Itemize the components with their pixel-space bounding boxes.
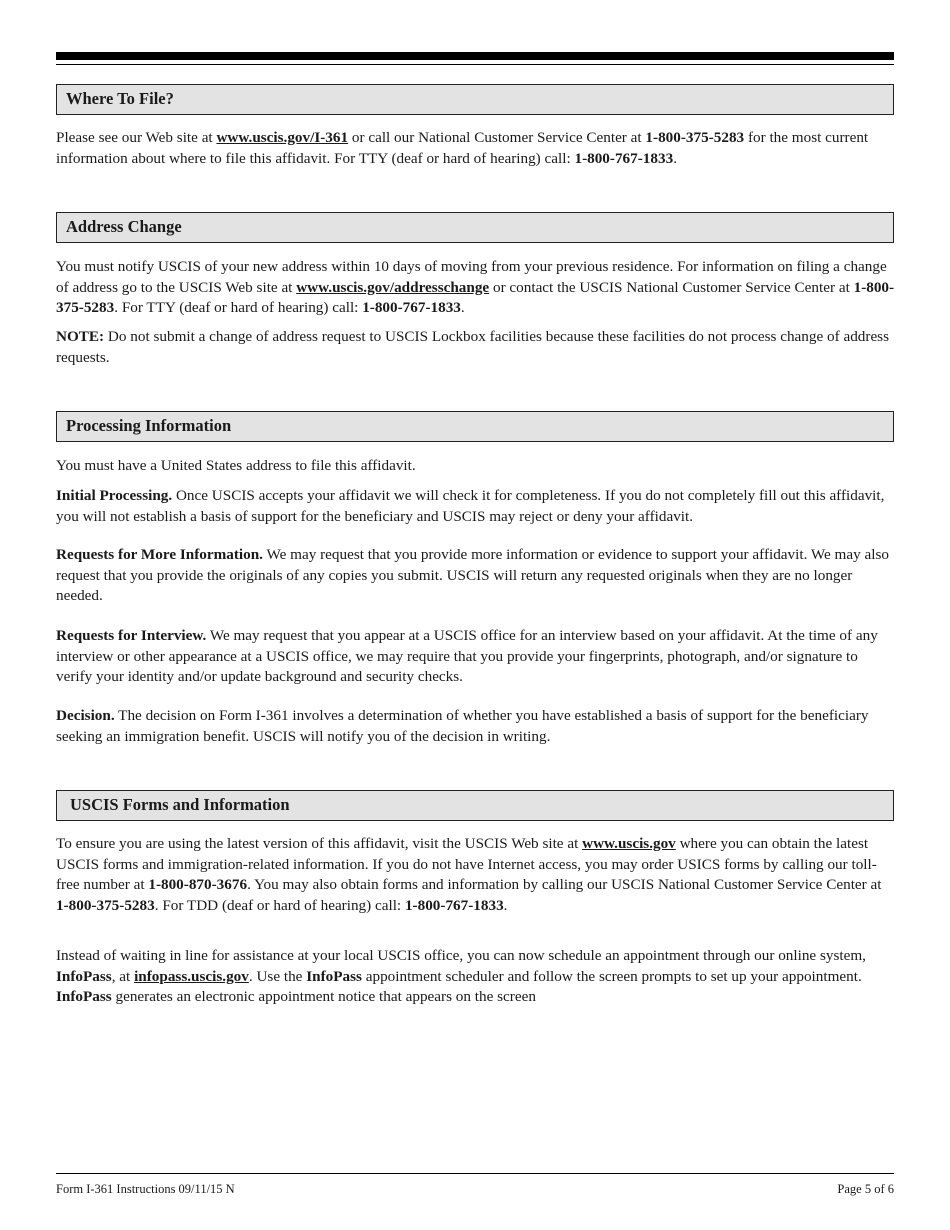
tty-phone-number: 1-800-767-1833 [362, 299, 461, 316]
forms-info-paragraph [56, 834, 896, 916]
section-header-where-to-file [56, 84, 894, 115]
phone-number: 1-800-375-5283 [56, 896, 155, 914]
initial-processing-label: Initial Processing. [56, 487, 173, 504]
infopass-name: InfoPass [306, 967, 362, 985]
phone-number: 1-800-375-5283 [56, 278, 895, 316]
footer-page-number: Page 5 of 6 [837, 1182, 894, 1196]
text: . For TTY (deaf or hard of hearing) call: [114, 299, 363, 316]
footer-form-id: Form I-361 Instructions 09/11/15 N [56, 1182, 235, 1196]
processing-intro: You must have a United States address to file this affidavit. [56, 457, 416, 474]
text: , at [111, 967, 135, 985]
text: . Use the [248, 967, 307, 985]
decision-label: Decision. [56, 707, 115, 724]
text: Do not submit a change of address request to USCIS Lockbox facilities because these facilities do not process change of address requests. [56, 328, 890, 366]
interview-label: Requests for Interview. [56, 627, 207, 644]
text: To ensure you are using the latest version of this affidavit, visit the USCIS Web site at [56, 835, 583, 852]
address-change-paragraph [56, 257, 896, 319]
section-title: Processing Information [66, 416, 232, 435]
infopass-name: InfoPass [56, 988, 112, 1005]
section-header-address-change [56, 212, 894, 243]
text: The decision on Form I-361 involves a determination of whether you have established a basis of support for the beneficiary seeking an immigration benefit. USCIS will notify you of the decision in writing. [56, 707, 869, 745]
uscis-link[interactable]: www.uscis.gov [582, 835, 676, 852]
phone-number: 1-800-375-5283 [645, 129, 745, 146]
text: We may request that you appear at a USCIS office for an interview based on your affidavit. At the time of any interview or other appearance at a USCIS office, we may require that you provide your fingerprints, photograph, and/or signature to verify your identity and/or update background and security checks. [56, 627, 878, 685]
footer-rule [56, 1173, 894, 1174]
section-title: Address Change [66, 217, 182, 236]
text: Please see our Web site at [56, 129, 217, 146]
text: We may request that you provide more information or evidence to support your affidavit. We may also request that you provide the originals of any copies you submit. USCIS will return any requested originals when they are no longer needed. [56, 546, 889, 604]
address-change-link[interactable]: www.uscis.gov/addresschange [296, 278, 490, 296]
note-label: NOTE: [56, 328, 105, 345]
tty-phone-number: 1-800-767-1833 [574, 149, 674, 167]
uscis-i361-link[interactable]: www.uscis.gov/I-361 [216, 129, 349, 146]
interview-paragraph [56, 626, 896, 688]
text: where you can obtain the latest USCIS forms and immigration-related information. If you do not have Internet access, you may order USICS forms by calling our toll-free number at [56, 835, 877, 893]
more-information-paragraph [56, 545, 896, 607]
text: Instead of waiting in line for assistance at your local USCIS office, you can now schedule an appointment through our online system, [56, 947, 866, 964]
address-change-note [56, 327, 896, 368]
text: or contact the USCIS National Customer Service Center at [489, 278, 854, 296]
infopass-name: InfoPass [56, 967, 112, 985]
text: . [460, 299, 465, 316]
text: . [503, 896, 508, 914]
text: or call our National Customer Service Center at [348, 129, 646, 146]
decision-paragraph [56, 706, 896, 747]
infopass-link[interactable]: infopass.uscis.gov [134, 967, 249, 985]
section-title: Where To File? [66, 89, 174, 108]
text: for the most current information about where to file this affidavit. For TTY (deaf or hard of hearing) call: [56, 129, 869, 167]
text: . For TDD (deaf or hard of hearing) call: [154, 896, 405, 914]
section-header-processing-information [56, 411, 894, 442]
text: . [673, 149, 677, 167]
header-rule-thick [56, 52, 894, 60]
header-rule-thin [56, 64, 894, 65]
section-title: USCIS Forms and Information [70, 795, 290, 814]
more-information-label: Requests for More Information. [56, 546, 263, 563]
tdd-phone-number: 1-800-767-1833 [404, 896, 504, 914]
text: Once USCIS accepts your affidavit we will check it for completeness. If you do not completely fill out this affidavit, you will not establish a basis of support for the beneficiary and USCIS may reject or deny your affidavit. [56, 487, 885, 525]
where-to-file-paragraph [56, 128, 896, 169]
section-header-uscis-forms [56, 790, 894, 821]
text: You must notify USCIS of your new address within 10 days of moving from your previous residence. For information on filing a change of address go to the USCIS Web site at [56, 258, 887, 296]
text: . You may also obtain forms and information by calling our USCIS National Customer Service Center at [247, 876, 882, 893]
text: generates an electronic appointment notice that appears on the screen [111, 988, 536, 1005]
toll-free-phone: 1-800-870-3676 [148, 876, 248, 893]
initial-processing-paragraph [56, 486, 896, 527]
text: appointment scheduler and follow the screen prompts to set up your appointment. [361, 967, 862, 985]
infopass-paragraph [56, 946, 896, 1008]
